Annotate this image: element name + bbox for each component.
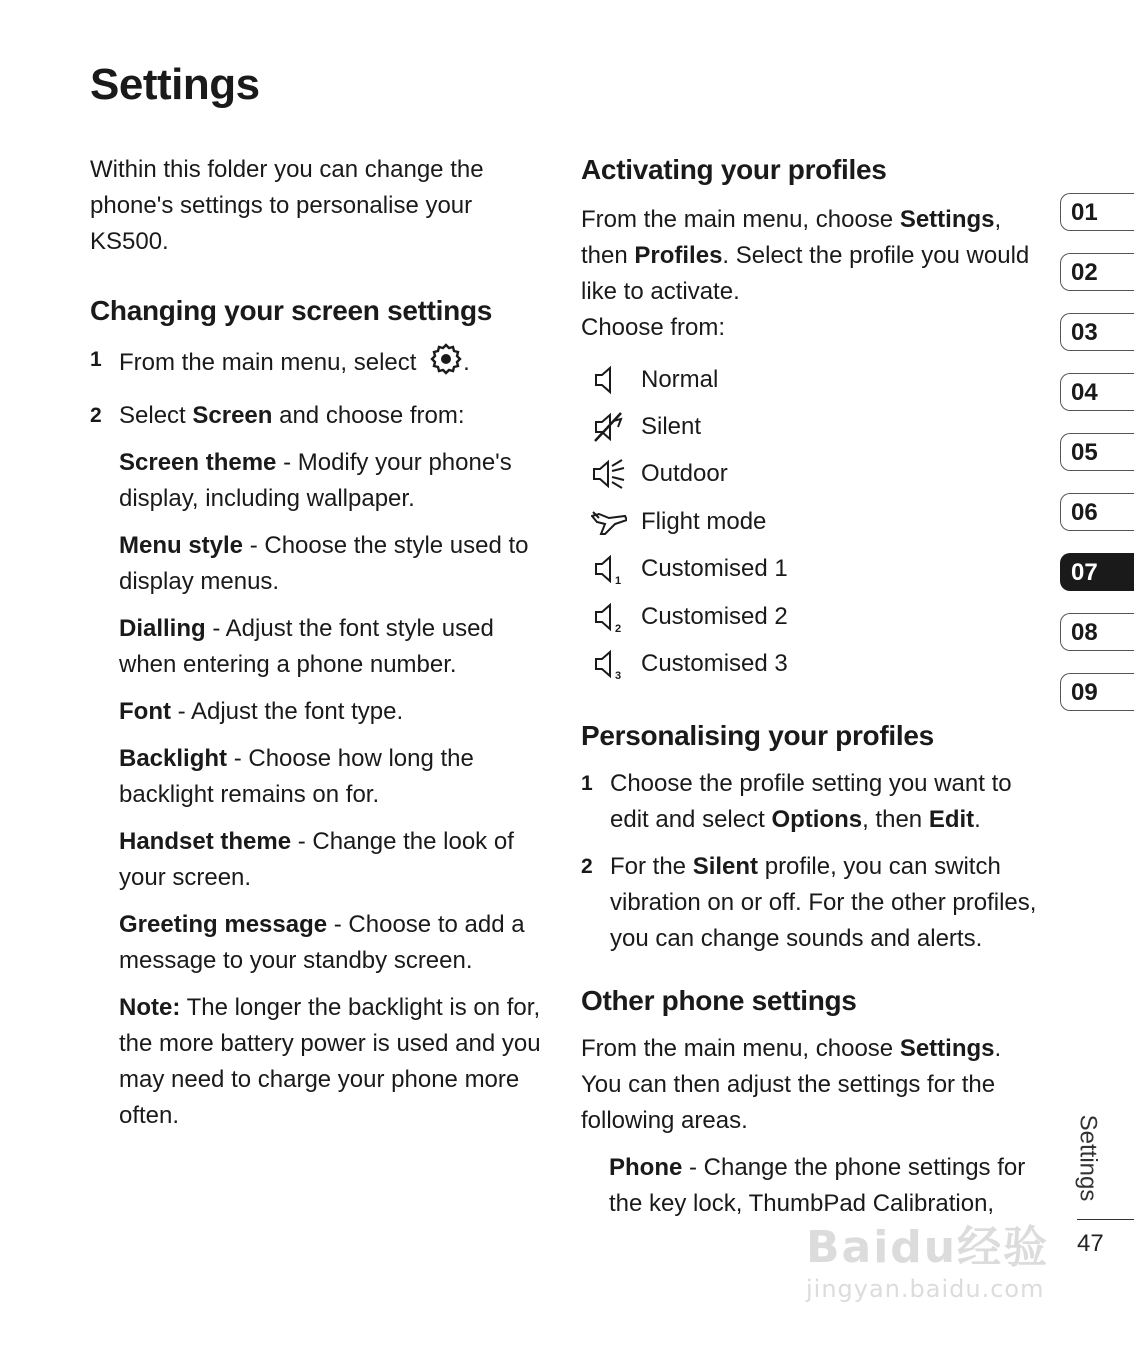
profile-customised-2 [581,593,1041,640]
option-desc: - Adjust the font type. [170,698,404,725]
step-number: 2 [90,404,102,427]
speaker-custom-2-icon [591,599,639,635]
option-term: Screen theme [119,449,277,476]
text: For the [610,852,693,880]
profile-list [581,356,1041,688]
option-term: Font [119,698,171,725]
profile-normal [581,356,1041,403]
step-number: 1 [581,771,593,795]
profile-name: Silent [641,413,702,441]
option-desc: - Change the look of your screen. [119,828,514,891]
option-greeting-message [119,907,550,979]
step-number: 2 [581,854,593,878]
step-number: 1 [90,348,102,371]
speaker-custom-1-icon [591,551,639,587]
profile-name: Outdoor [641,460,728,488]
screen-settings-heading: Changing your screen settings [90,295,493,326]
option-term: Dialling [119,615,206,642]
step-bold: Screen [192,402,273,429]
text: . You can then adjust the settings for the following areas. [581,1034,1002,1134]
text: . [974,805,981,833]
profile-name: Customised 1 [641,555,788,583]
speaker-custom-3-icon [591,646,639,682]
profile-customised-3 [581,640,1041,687]
option-term: Handset theme [119,828,292,855]
bold-text: Profiles [634,242,723,269]
text: Choose the profile setting you want to edit and select [610,769,1012,833]
personalise-step-1 [581,766,1041,838]
option-font [119,694,550,730]
settings-gear-icon [429,342,463,387]
option-desc: - Choose the style used to display menus. [119,532,529,595]
page-title: Settings [90,60,260,109]
text: , [994,206,1002,233]
option-desc: - Choose to add a message to your standby screen. [119,911,525,974]
speaker-outdoor-icon [591,456,639,492]
step-text-end: . [463,349,470,376]
option-desc: - Adjust the font style used when entering a phone number. [119,615,494,678]
intro-paragraph: Within this folder you can change the phone's settings to personalise your KS500. [90,156,484,255]
chapter-tab-08[interactable]: 08 [1060,613,1134,651]
activating-paragraph [581,202,1041,310]
divider [1077,1219,1134,1220]
text: profile, you can switch vibration on or off. For the other profiles, you can change sounds and alerts. [610,852,1037,952]
option-desc: - Modify your phone's display, including wallpaper. [119,449,512,512]
option-desc: - Choose how long the backlight remains on for. [119,745,474,808]
chapter-tab-01[interactable]: 01 [1060,193,1134,231]
chapter-tab-07[interactable]: 07 [1060,553,1134,591]
bold-text: Edit [928,805,975,833]
profile-name: Flight mode [641,507,767,535]
right-column [581,150,1041,1222]
profile-silent [581,403,1041,450]
option-phone [609,1150,1041,1222]
option-backlight [119,741,550,813]
option-term: Greeting message [119,911,328,938]
option-dialling [119,611,550,683]
watermark-sub: jingyan.baidu.com [806,1275,1045,1303]
chapter-tab-06[interactable]: 06 [1060,493,1134,531]
side-label-text: Settings [1074,1114,1101,1202]
speaker-normal-icon [591,362,639,398]
option-term: Backlight [119,745,228,772]
baidu-watermark [806,1222,1066,1314]
screen-step-1 [90,342,550,387]
chapter-tab-03[interactable]: 03 [1060,313,1134,351]
choose-from: Choose from: [581,314,726,341]
other-paragraph [581,1031,1041,1139]
bold-text: Options [771,805,863,833]
icon-subscript: 3 [615,670,622,683]
text: then [581,242,635,269]
profile-flight-mode [581,498,1041,545]
step-text: From the main menu, select [119,349,417,376]
note-text: The longer the backlight is on for, the more battery power is used and you may need to charge your phone more often. [119,994,541,1129]
icon-subscript: 1 [615,575,622,588]
option-menu-style [119,528,550,600]
note [119,990,550,1134]
step-text: Select [119,402,193,429]
airplane-icon [591,504,639,540]
bold-text: Settings [899,1034,995,1062]
page-number: 47 [1077,1230,1104,1257]
screen-step-2 [90,398,550,434]
other-settings-heading: Other phone settings [581,984,857,1016]
activating-profiles-heading: Activating your profiles [581,154,887,185]
bold-text: Settings [899,206,995,233]
option-screen-theme [119,445,550,517]
text: From the main menu, choose [581,1034,900,1062]
profile-customised-1 [581,546,1041,593]
chapter-tab-09[interactable]: 09 [1060,673,1134,711]
text: , then [862,805,929,833]
watermark-main: Baidu经验 [806,1222,1050,1273]
left-column [90,150,550,1145]
speaker-silent-icon [591,409,639,445]
chapter-tab-05[interactable]: 05 [1060,433,1134,471]
profile-name: Customised 2 [641,602,788,630]
bold-text: Silent [692,852,759,880]
chapter-tab-04[interactable]: 04 [1060,373,1134,411]
option-term: Menu style [119,532,244,559]
text: From the main menu, choose [581,206,900,233]
chapter-tabs [1060,193,1134,733]
profile-name: Normal [641,365,719,393]
personalising-profiles-heading: Personalising your profiles [581,719,934,751]
profile-outdoor [581,451,1041,498]
text: . Select the profile you would like to activate. [581,242,1030,305]
step-text: and choose from: [272,402,465,429]
icon-subscript: 2 [615,622,622,635]
option-handset-theme [119,824,550,896]
chapter-tab-02[interactable]: 02 [1060,253,1134,291]
personalise-step-2 [581,849,1041,957]
option-desc: - Change the phone settings for the key lock, ThumbPad Calibration, [609,1153,1026,1217]
option-term: Phone [609,1153,683,1181]
profile-name: Customised 3 [641,650,788,678]
note-label: Note: [119,994,181,1021]
section-side-label [1070,1112,1104,1204]
